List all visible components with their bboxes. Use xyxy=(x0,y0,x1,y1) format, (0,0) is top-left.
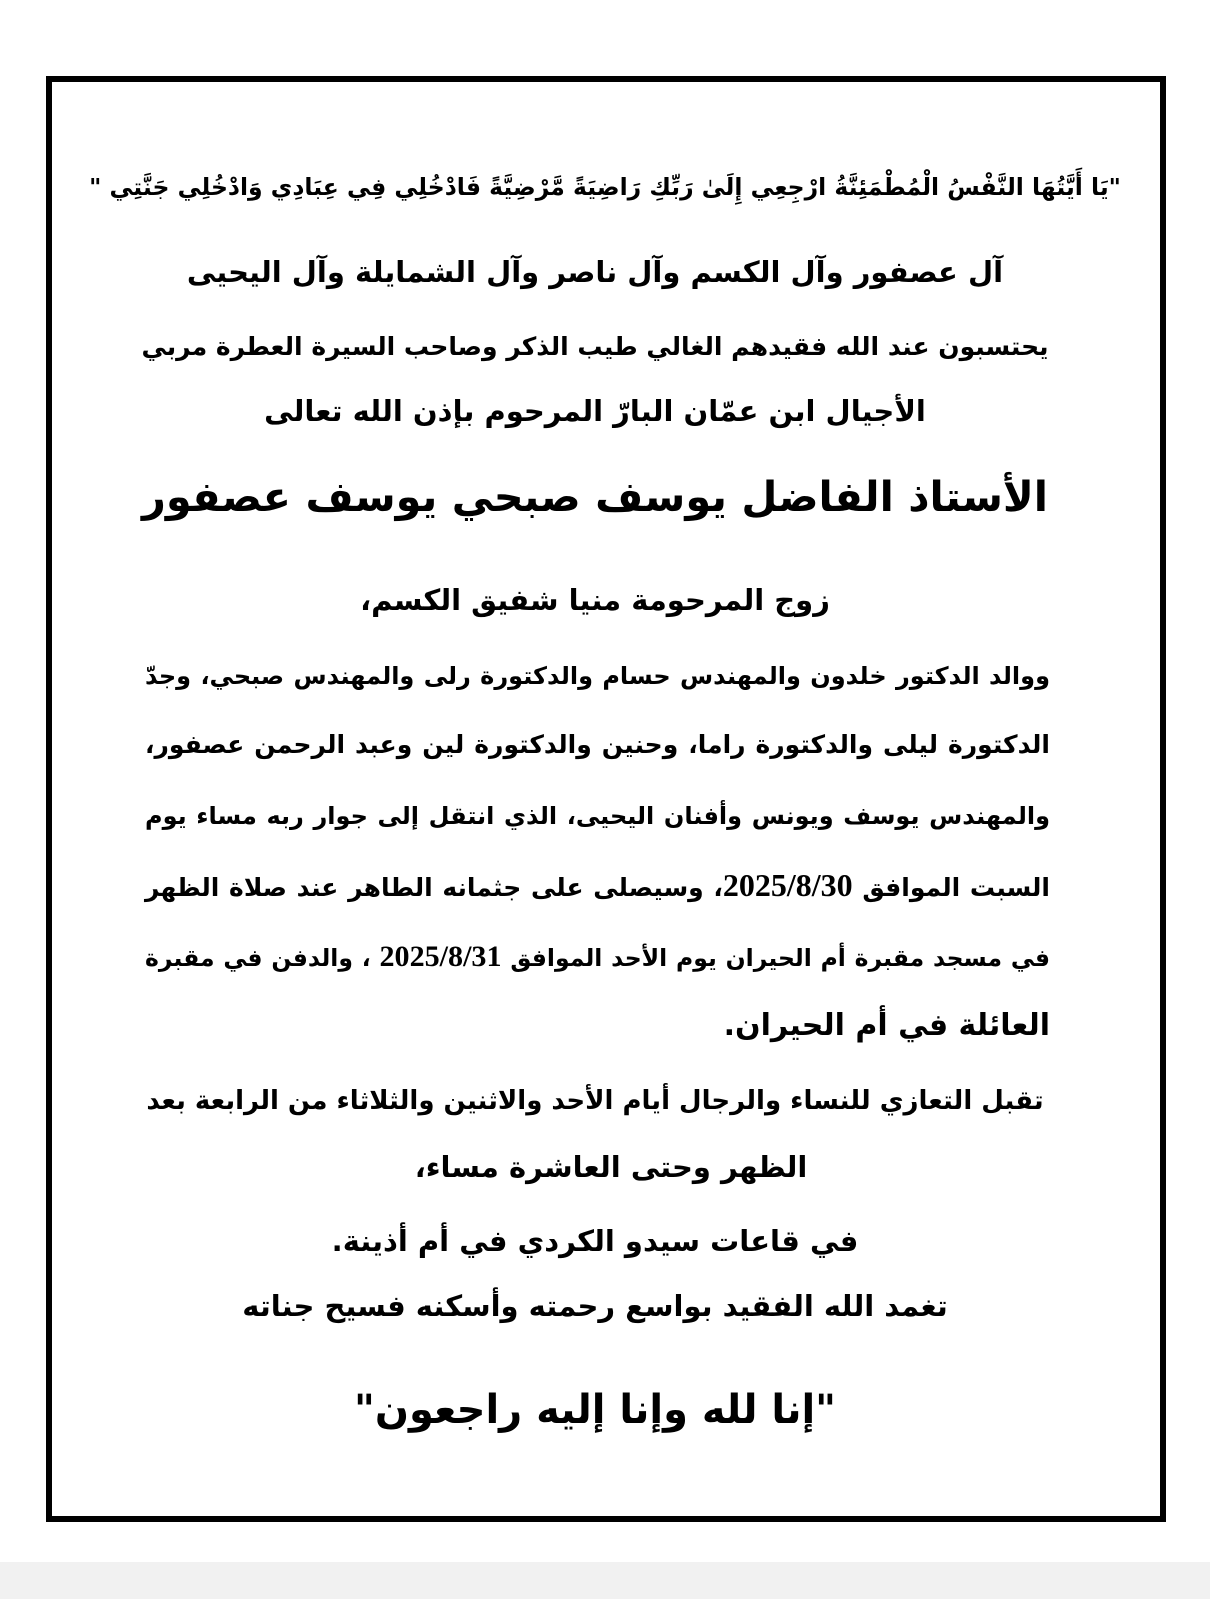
body-line: الدكتورة ليلى والدكتورة راما، وحنين والدكتورة لين وعبد الرحمن عصفور، xyxy=(145,730,1050,759)
deceased-name: الأستاذ الفاضل يوسف صبحي يوسف عصفور xyxy=(141,472,1049,521)
body-line: العائلة في أم الحيران. xyxy=(723,1008,1050,1043)
prayer-line: تغمد الله الفقيد بواسع رحمته وأسكنه فسيح جناته xyxy=(242,1289,948,1323)
body-line-burial-date xyxy=(145,931,1050,983)
body-line-death-date xyxy=(145,860,1050,913)
body-line: والمهندس يوسف ويونس وأفنان اليحيى، الذي انتقل إلى جوار ربه مساء يوم xyxy=(145,802,1050,830)
spouse-line: زوج المرحومة منيا شفيق الكسم، xyxy=(360,583,830,617)
body-line: ووالد الدكتور خلدون والمهندس حسام والدكتورة رلى والمهندس صبحي، وجدّ xyxy=(145,662,1050,690)
burial-date: 2025/8/31 xyxy=(379,939,502,973)
quran-verse: "يَا أَيَّتُهَا النَّفْسُ الْمُطْمَئِنَّةُ ارْجِعِي إِلَىٰ رَبِّكِ رَاضِيَةً مَّرْضِيَّةً فَادْخُلِي فِي عِبَادِي وَادْخُلِي جَنَّتِي " xyxy=(89,173,1121,201)
body-line-text: في مسجد مقبرة أم الحيران يوم الأحد الموافق xyxy=(501,944,1050,972)
bottom-band xyxy=(0,1562,1210,1599)
body-line-text: ، وسيصلى على جثمانه الطاهر عند صلاة الظهر xyxy=(145,873,723,902)
family-names: آل عصفور وآل الكسم وآل ناصر وآل الشمايلة وآل اليحيى xyxy=(186,255,1004,289)
venue-line: في قاعات سيدو الكردي في أم أذينة. xyxy=(331,1224,859,1258)
body-line-text: ، والدفن في مقبرة xyxy=(145,944,380,972)
intro-line: الأجيال ابن عمّان البارّ المرحوم بإذن الله تعالى xyxy=(264,394,926,428)
condolence-line: تقبل التعازي للنساء والرجال أيام الأحد والاثنين والثلاثاء من الرابعة بعد xyxy=(146,1086,1044,1116)
intro-line: يحتسبون عند الله فقيدهم الغالي طيب الذكر وصاحب السيرة العطرة مربي xyxy=(141,332,1049,361)
closing-verse: "إنا لله وإنا إليه راجعون" xyxy=(353,1387,837,1433)
body-line-text: السبت الموافق xyxy=(852,873,1050,902)
death-date: 2025/8/30 xyxy=(722,867,853,903)
condolence-line: الظهر وحتى العاشرة مساء، xyxy=(414,1150,808,1184)
